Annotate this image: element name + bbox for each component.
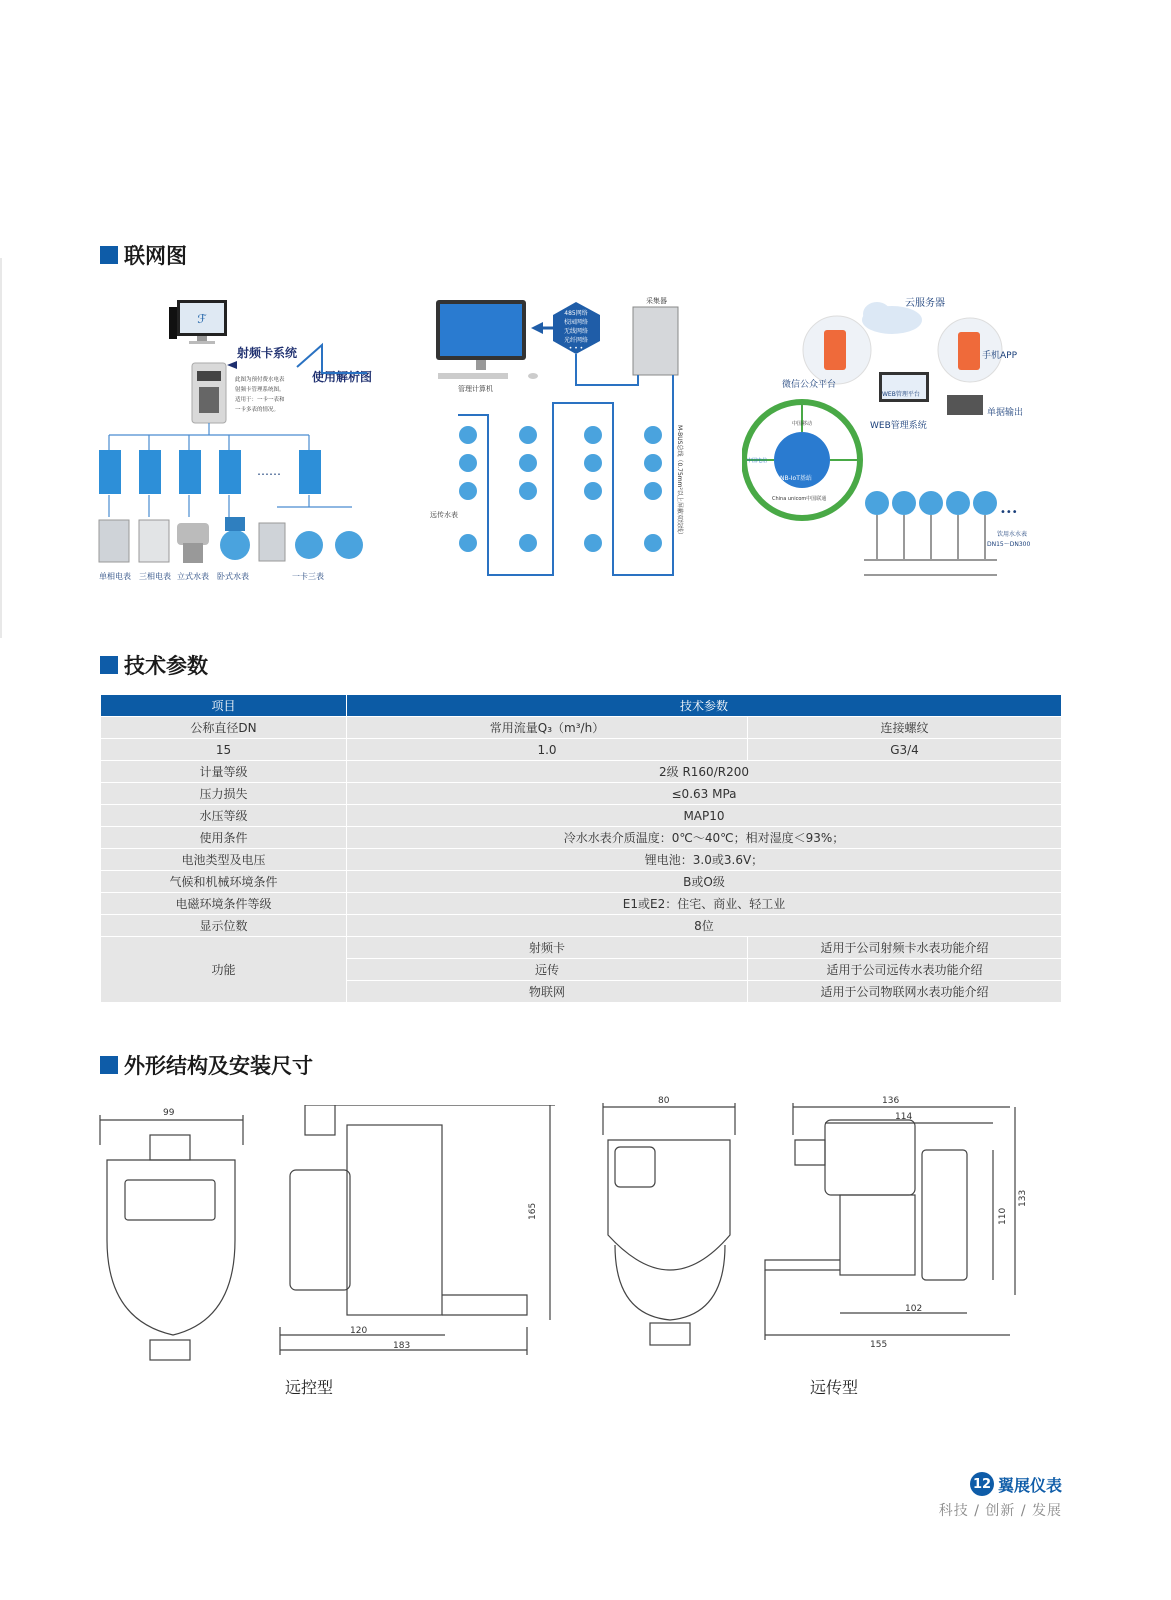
dim-183: 183 [393,1341,411,1351]
iot-network-diagram [742,290,1067,600]
title-square-icon [100,1056,118,1074]
cloud-server-label: 云服务器 [905,298,945,309]
svg-text:光纤网络: 光纤网络 [563,337,589,344]
table-row: 15 1.0 G3/4 [101,739,1062,761]
phone-hand-icon [824,330,846,370]
svg-text:一卡多表的情况。: 一卡多表的情况。 [235,407,280,413]
pipe-lines [864,515,997,575]
table-row: 水压等级 MAP10 [101,805,1062,827]
footer-brand [970,1472,1062,1496]
nb-iot-label: NB-IoT基站 [780,475,812,482]
caption-remote-control: 远控型 [285,1378,334,1397]
svg-text:射频卡管理系统图。: 射频卡管理系统图。 [235,387,285,393]
meter-range-label: DN15～DN300 [987,541,1031,548]
table-row: 使用条件 冷水水表介质温度：0℃～40℃；相对湿度＜93%； [101,827,1062,849]
section-title-network: 联网图 [100,240,187,270]
table-row: 电池类型及电压 锂电池：3.0或3.6V； [101,849,1062,871]
svg-text:485网络: 485网络 [564,310,588,317]
svg-text:适用于：一卡一表和: 适用于：一卡一表和 [235,397,285,403]
meter-type-label: 饮用水水表 [997,531,1028,538]
zigzag-arrow [297,345,367,373]
china-mobile-label: 中国移动 [792,421,813,427]
dim-136: 136 [882,1096,900,1106]
table-row: 公称直径DN 常用流量Q₃（m³/h） 连接螺纹 [101,717,1062,739]
table-header: 项目 技术参数 [101,695,1062,717]
web-platform-label: WEB管理平台 [882,391,920,398]
mbus-network-diagram [428,295,708,595]
dim-99: 99 [163,1108,175,1118]
title-square-icon [100,246,118,264]
computer-icon [169,300,227,344]
dim-80: 80 [658,1096,670,1106]
table-row: 计量等级 2级 R160/R200 [101,761,1062,783]
dim-120: 120 [350,1326,368,1336]
svg-text:校园网络: 校园网络 [563,319,589,326]
meter-icons [99,517,363,563]
dim-133: 133 [1018,1189,1028,1207]
remote-transmission-drawing [600,1095,1070,1380]
section-title-params: 技术参数 [100,650,208,680]
wechat-label: 微信公众平台 [782,380,837,390]
remote-control-drawing [95,1105,565,1375]
params-table [100,694,1062,1003]
table-row: 电磁环境条件等级 E1或E2：住宅、商业、轻工业 [101,893,1062,915]
usage-diagram-label: 使用解析图 [312,370,373,384]
app-label: 手机APP [982,351,1018,361]
title-square-icon [100,656,118,674]
svg-text:无线网络: 无线网络 [563,328,589,335]
china-unicom-label: China unicom中国联通 [772,496,827,502]
page-edge-rule [0,258,2,638]
pc-label: 管理计算机 [458,385,493,393]
china-telecom-label: 中国电信 [747,458,768,464]
collector-label: 采集器 [646,297,667,305]
print-label: 单据输出 [987,408,1024,418]
dim-165: 165 [528,1202,538,1220]
svg-text:• • •: • • • [568,345,584,352]
arrow-left-icon [227,361,237,369]
web-system-label: WEB管理系统 [870,421,927,431]
svg-text:ℱ: ℱ [197,312,207,326]
svg-text:一卡三表: 一卡三表 [292,572,324,581]
ellipsis: …… [257,464,281,478]
table-row: 远传 适用于公司远传水表功能介绍 [101,959,1062,981]
reader-description [235,375,285,413]
caption-remote-transmission: 远传型 [810,1378,859,1397]
table-row: 压力损失 ≤0.63 MPa [101,783,1062,805]
card-reader-icon [192,363,226,423]
remote-meter-label: 远传水表 [430,511,458,519]
dim-110: 110 [998,1207,1008,1225]
mbus-label: M-BUS总线（0.75mm²以上屏蔽双绞线） [676,425,683,538]
table-row: 气候和机械环境条件 B或O级 [101,871,1062,893]
svg-text:卧式水表: 卧式水表 [217,572,249,581]
svg-text:单相电表: 单相电表 [99,572,131,581]
svg-text:此图为预付费水电表: 此图为预付费水电表 [235,377,285,383]
iot-meter-icons [865,491,997,515]
rf-cards [99,450,321,494]
rf-system-label: 射频卡系统 [237,346,298,360]
more-dots: ••• [1000,507,1018,518]
monitor-icon [436,300,538,379]
footer-slogan: 科技 / 创新 / 发展 [938,1503,1062,1519]
phone-app-icon [958,332,980,370]
svg-text:三相电表: 三相电表 [139,572,171,581]
dim-114: 114 [895,1112,913,1122]
rf-card-network-diagram [97,295,397,595]
table-row: 显示位数 8位 [101,915,1062,937]
meter-labels [99,571,324,581]
arrow-left-icon [531,322,543,334]
section-title-dimensions: 外形结构及安装尺寸 [100,1050,313,1080]
printer-icon [947,395,983,415]
page-number: 12 [970,1472,994,1496]
remote-meter-icons [459,426,662,552]
brand-name: 翼展仪表 [997,1475,1062,1495]
table-row: 功能 射频卡 适用于公司射频卡水表功能介绍 [101,937,1062,959]
table-row: 物联网 适用于公司物联网水表功能介绍 [101,981,1062,1003]
dim-155: 155 [870,1340,888,1350]
dim-102: 102 [905,1304,923,1314]
svg-text:立式水表: 立式水表 [177,572,209,581]
collector-icon [633,307,678,375]
